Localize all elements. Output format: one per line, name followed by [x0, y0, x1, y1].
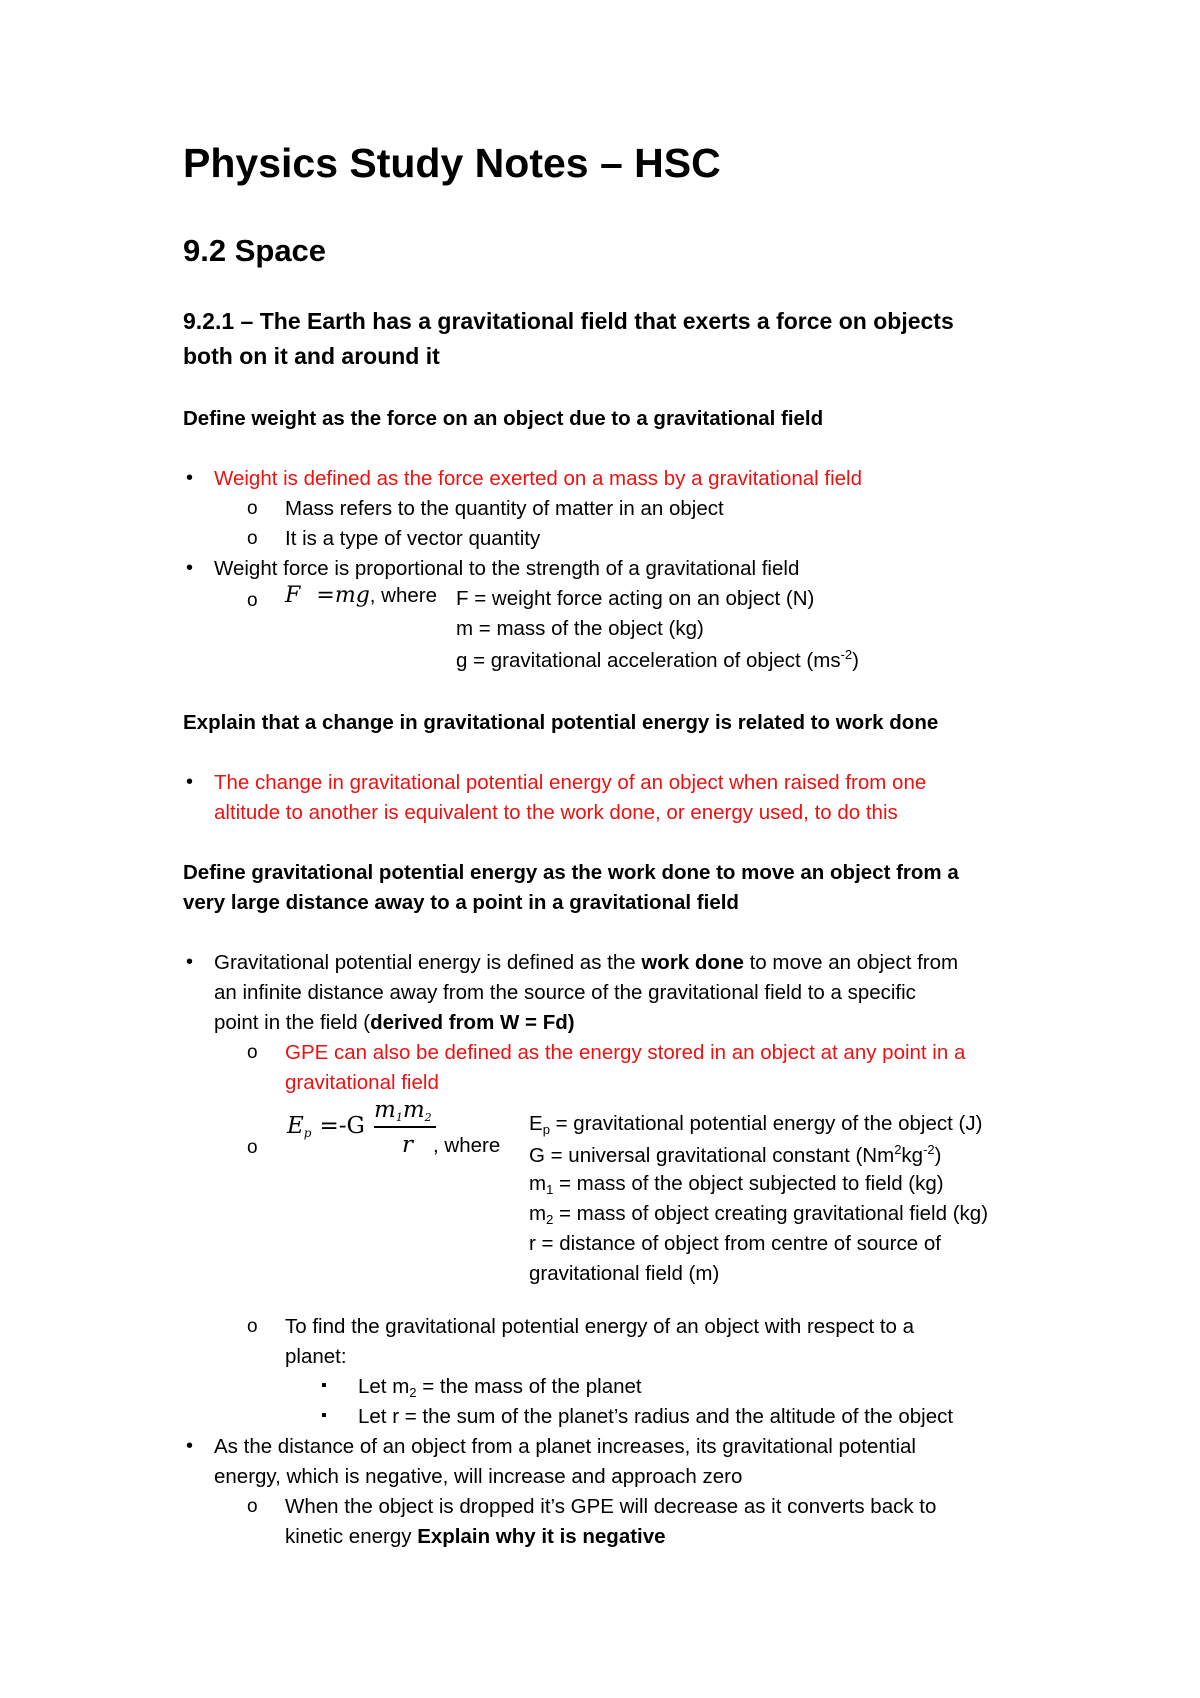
- def-ep-symbol: E: [529, 1112, 543, 1135]
- gpe-def-l3-text: point in the field (: [214, 1011, 371, 1034]
- def-m1: [529, 1172, 944, 1197]
- def-g-close: ): [852, 649, 859, 672]
- circle-bullet-icon: o: [247, 1137, 258, 1158]
- planet-gpe-line1: To find the gravitational potential energy of an object with respect to a: [285, 1315, 915, 1338]
- subsection-heading-line2: both on it and around it: [183, 343, 440, 369]
- formula-subscript-2: 2: [424, 1111, 432, 1124]
- gpe-def-text: Gravitational potential energy is defined as the: [214, 951, 636, 974]
- circle-bullet-icon: o: [247, 528, 258, 549]
- def-g-exponent: -2: [840, 647, 853, 662]
- gpe-definition-line3: [214, 1011, 575, 1035]
- def-m2: [529, 1202, 988, 1227]
- formula-symbol-F: F: [285, 583, 301, 608]
- document-title: Physics Study Notes – HSC: [183, 140, 721, 186]
- gpe-def-text-end: to move an object from: [749, 951, 959, 974]
- circle-bullet-icon: o: [247, 498, 258, 519]
- let-m2-subscript: 2: [409, 1385, 417, 1400]
- def-m2-symbol: m: [529, 1202, 547, 1225]
- gpe-stored-energy-line2: gravitational field: [285, 1071, 439, 1094]
- circle-bullet-icon: o: [247, 1042, 258, 1063]
- gpe-formula-lhs: [287, 1112, 365, 1140]
- planet-gpe-line2: planet:: [285, 1345, 347, 1368]
- gpe-distance-line1: As the distance of an object from a planet increases, its gravitational potential: [214, 1435, 916, 1458]
- def-G-exp1: 2: [894, 1142, 902, 1157]
- gpe-change-line2: altitude to another is equivalent to the work done, or energy used, to do this: [214, 801, 898, 824]
- def-weight-force: F = weight force acting on an object (N): [456, 587, 815, 610]
- gpe-def-bold: work done: [641, 951, 744, 974]
- def-g-text: g = gravitational acceleration of object (ms: [456, 649, 841, 672]
- let-m2-planet-mass: [358, 1375, 642, 1400]
- formula-where: , where: [369, 584, 438, 607]
- formula-symbol-mg: mg: [334, 583, 370, 608]
- vector-quantity-note: It is a type of vector quantity: [285, 527, 541, 550]
- explain-negative-prompt: Explain why it is negative: [417, 1525, 666, 1548]
- def-G-kg: kg: [901, 1144, 924, 1167]
- circle-bullet-icon: o: [247, 1496, 258, 1517]
- formula-equals-minus-G: =-G: [319, 1113, 365, 1139]
- def-m2-text: = mass of object creating gravitational field (kg): [559, 1202, 989, 1225]
- formula-subscript-p: p: [303, 1126, 312, 1140]
- def-G-exp2: -2: [923, 1142, 935, 1157]
- def-G-close: ): [934, 1144, 942, 1167]
- dropped-object-line1: When the object is dropped it’s GPE will decrease as it converts back to: [285, 1495, 937, 1518]
- def-G: [529, 1142, 941, 1168]
- gpe-formula-where: , where: [433, 1134, 501, 1157]
- def-r-line2: gravitational field (m): [529, 1262, 720, 1285]
- let-r-radius-altitude: Let r = the sum of the planet’s radius and the altitude of the object: [358, 1405, 954, 1428]
- bullet-icon: •: [186, 557, 194, 579]
- def-gravitational-acceleration: [456, 647, 859, 673]
- let-m2-text: Let m: [358, 1375, 410, 1398]
- def-G-text: G = universal gravitational constant (Nm: [529, 1144, 895, 1167]
- fraction-bar: [374, 1126, 436, 1128]
- circle-bullet-icon: o: [247, 1316, 258, 1337]
- dotpoint-heading-weight: Define weight as the force on an object due to a gravitational field: [183, 407, 824, 430]
- dropped-object-text: kinetic energy: [285, 1525, 412, 1548]
- def-m2-subscript: 2: [546, 1212, 554, 1227]
- def-r-line1: r = distance of object from centre of source of: [529, 1232, 941, 1255]
- mass-definition: Mass refers to the quantity of matter in an object: [285, 497, 724, 520]
- gpe-formula-numerator: [374, 1096, 432, 1124]
- dropped-object-line2: [285, 1525, 666, 1549]
- def-m1-text: = mass of the object subjected to field (kg): [559, 1172, 944, 1195]
- square-bullet-icon: ▪: [321, 1407, 327, 1424]
- gpe-distance-line2: energy, which is negative, will increase and approach zero: [214, 1465, 743, 1488]
- formula-subscript-1: 1: [395, 1111, 403, 1124]
- dotpoint-heading-gpe-work: Explain that a change in gravitational potential energy is related to work done: [183, 711, 939, 734]
- def-m1-subscript: 1: [546, 1182, 554, 1197]
- formula-symbol-r: r: [402, 1132, 413, 1158]
- subsection-heading-line1: 9.2.1 – The Earth has a gravitational field that exerts a force on objects: [183, 308, 954, 334]
- formula-equals: =: [316, 583, 335, 608]
- gpe-def-l3-bold: derived from W = Fd): [370, 1011, 575, 1034]
- bullet-icon: •: [186, 1435, 194, 1457]
- def-m1-symbol: m: [529, 1172, 547, 1195]
- gpe-stored-energy-line1: GPE can also be defined as the energy stored in an object at any point in a: [285, 1041, 966, 1064]
- def-ep-text: = gravitational potential energy of the object (J): [555, 1112, 983, 1135]
- gpe-change-line1: The change in gravitational potential energy of an object when raised from one: [214, 771, 927, 794]
- weight-definition: Weight is defined as the force exerted on a mass by a gravitational field: [214, 467, 863, 490]
- square-bullet-icon: ▪: [321, 1377, 327, 1394]
- gpe-definition-line1: [214, 951, 958, 975]
- formula-symbol-E: E: [287, 1113, 304, 1139]
- gpe-definition-line2: an infinite distance away from the source of the gravitational field to a specific: [214, 981, 916, 1004]
- def-ep-subscript: p: [542, 1122, 550, 1137]
- formula-symbol-m2: m: [402, 1097, 425, 1123]
- bullet-icon: •: [186, 467, 194, 489]
- gpe-formula-denominator: [402, 1131, 413, 1158]
- weight-proportional-note: Weight force is proportional to the strength of a gravitational field: [214, 557, 800, 580]
- section-heading: 9.2 Space: [183, 233, 327, 268]
- weight-formula: [285, 582, 437, 608]
- dotpoint-heading-gpe-define-line2: very large distance away to a point in a gravitational field: [183, 891, 739, 914]
- def-mass: m = mass of the object (kg): [456, 617, 704, 640]
- dotpoint-heading-gpe-define-line1: Define gravitational potential energy as the work done to move an object from a: [183, 861, 959, 884]
- bullet-icon: •: [186, 951, 194, 973]
- def-ep: [529, 1112, 982, 1137]
- circle-bullet-icon: o: [247, 590, 258, 611]
- bullet-icon: •: [186, 771, 194, 793]
- let-m2-rest: = the mass of the planet: [422, 1375, 642, 1398]
- formula-symbol-m1: m: [374, 1097, 396, 1123]
